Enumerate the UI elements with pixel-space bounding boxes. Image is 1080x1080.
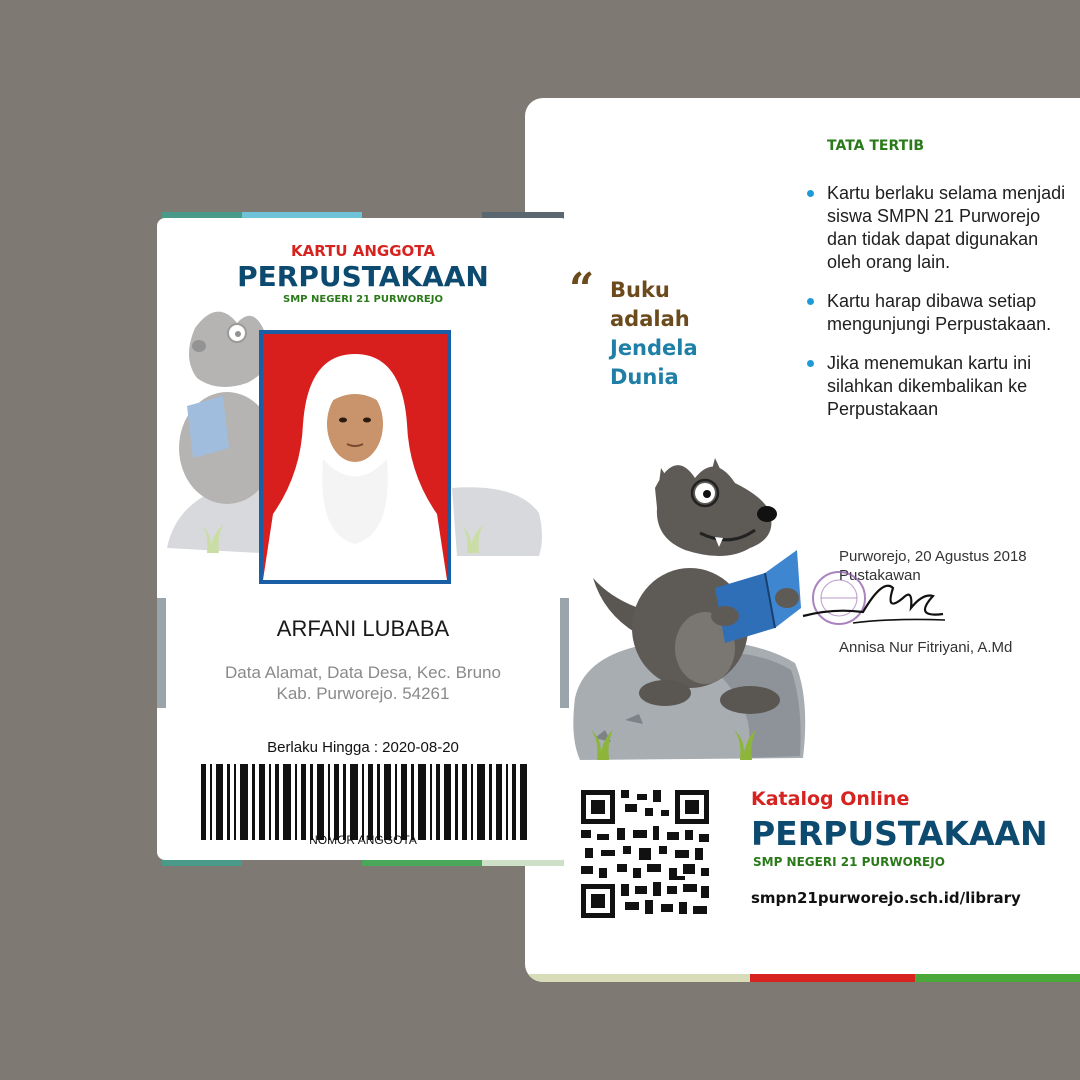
front-card <box>157 218 569 860</box>
rules-list <box>805 182 1075 437</box>
card-header: KARTU ANGGOTA <box>291 242 435 260</box>
qr-code-icon <box>581 790 709 918</box>
quote-word-3: Jendela <box>610 336 698 360</box>
quote-mark: “ <box>569 264 595 315</box>
member-photo <box>259 330 451 584</box>
catalog-library: PERPUSTAKAAN <box>751 814 1048 853</box>
catalog-school: SMP NEGERI 21 PURWOREJO <box>753 855 945 869</box>
catalog-title: Katalog Online <box>751 788 910 810</box>
quote-word-1: Buku <box>610 278 670 302</box>
rules-title: TATA TERTIB <box>827 138 925 154</box>
signature-name: Annisa Nur Fitriyani, A.Md <box>839 639 1013 656</box>
signature-role: Pustakawan <box>839 567 921 584</box>
rule-item: Kartu harap dibawa setiap mengunjungi Perpustakaan. <box>805 290 1075 336</box>
catalog-url: smpn21purworejo.sch.id/library <box>751 889 1021 907</box>
stripe-red <box>750 974 915 982</box>
quote-word-4: Dunia <box>610 365 679 389</box>
back-card <box>525 98 1080 982</box>
address-line-2: Kab. Purworejo. 54261 <box>276 684 450 703</box>
card-library-title: PERPUSTAKAAN <box>237 260 489 293</box>
quote-word-2: adalah <box>610 307 690 331</box>
member-portrait <box>263 334 447 580</box>
rule-item: Jika menemukan kartu ini silahkan dikembalikan ke Perpustakaan <box>805 352 1075 421</box>
wolf-reading-illustration <box>565 438 825 768</box>
member-name: ARFANI LUBABA <box>276 616 450 641</box>
card-school-name: SMP NEGERI 21 PURWOREJO <box>283 294 443 305</box>
barcode-icon <box>201 764 527 840</box>
barcode-caption: NOMOR ANGGOTA <box>309 833 417 847</box>
signature-place-date: Purworejo, 20 Agustus 2018 <box>839 548 1027 565</box>
signature-scribble <box>793 568 953 638</box>
stripe-green <box>915 974 1080 982</box>
stripe-cream <box>525 974 750 982</box>
address-line-1: Data Alamat, Data Desa, Kec. Bruno <box>225 663 501 682</box>
valid-until: Berlaku Hingga : 2020-08-20 <box>267 739 459 756</box>
rule-item: Kartu berlaku selama menjadi siswa SMPN 21 Purworejo dan tidak dapat digunakan oleh orang lain. <box>805 182 1075 274</box>
